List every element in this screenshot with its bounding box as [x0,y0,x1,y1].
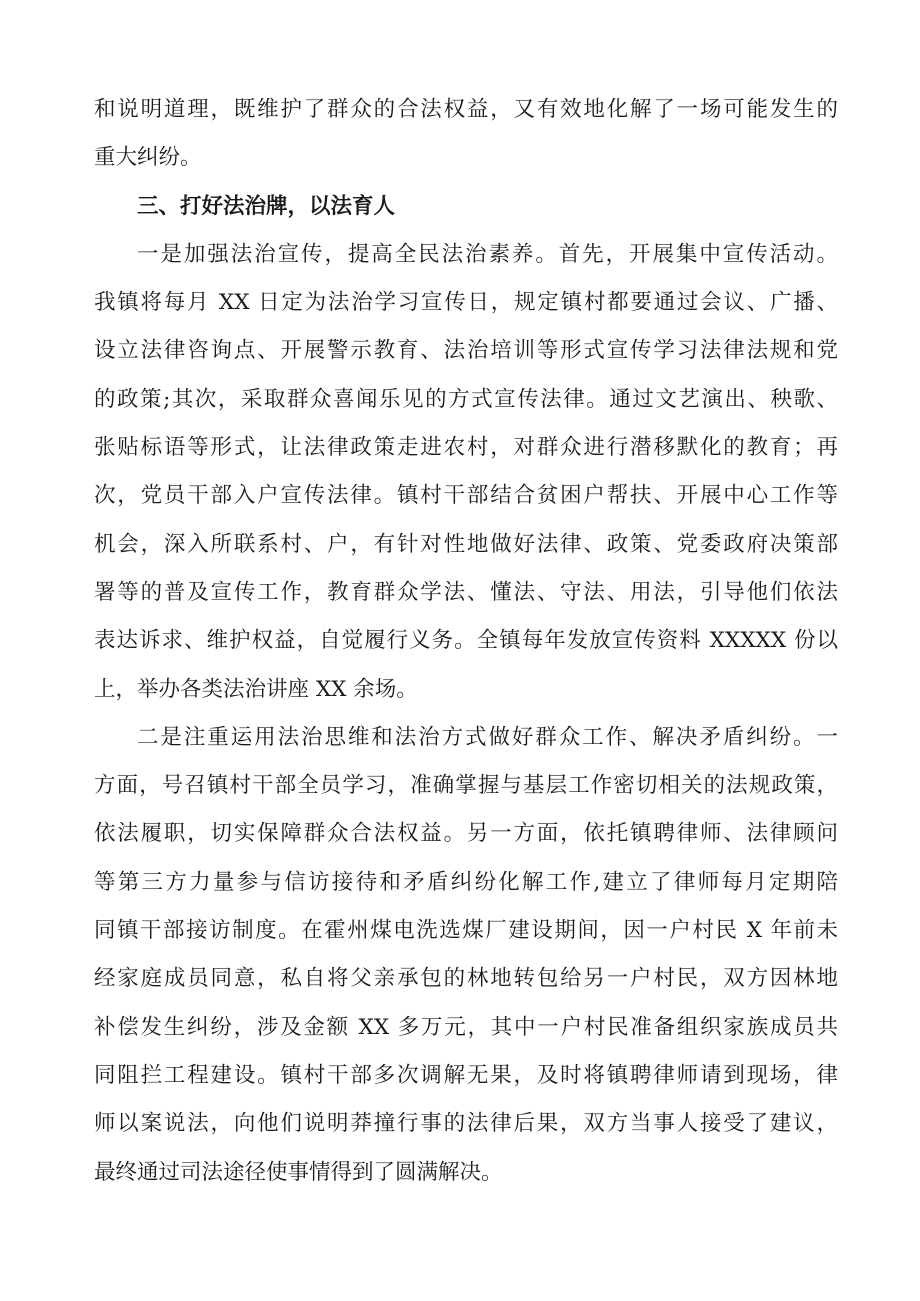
paragraph-1-line-3: 设立法律咨询点、开展警示教育、法治培训等形式宣传学习法律法规和党 [94,338,838,364]
paragraph-2-line-4: 等第三方力量参与信访接待和矛盾纠纷化解工作,建立了律师每月定期陪 [94,869,838,895]
paragraph-1-line-1: 一是加强法治宣传，提高全民法治素养。首先，开展集中宣传活动。 [137,241,838,267]
intro-line-1: 和说明道理，既维护了群众的合法权益，又有效地化解了一场可能发生的 [94,97,838,122]
paragraph-1-line-6: 次，党员干部入户宣传法律。镇村干部结合贫困户帮扶、开展中心工作等 [94,483,838,509]
paragraph-2-line-5: 同镇干部接访制度。在霍州煤电洗选煤厂建设期间，因一户村民 X 年前未 [94,918,838,944]
paragraph-1-line-10: 上，举办各类法治讲座 XX 余场。 [94,676,418,702]
paragraph-2-line-7: 补偿发生纠纷，涉及金额 XX 多万元，其中一户村民准备组织家族成员共 [94,1014,838,1040]
intro-line-2: 重大纠纷。 [94,145,202,171]
paragraph-1-line-2: 我镇将每月 XX 日定为法治学习宣传日，规定镇村都要通过会议、广播、 [94,290,838,316]
paragraph-1-line-8: 署等的普及宣传工作，教育群众学法、懂法、守法、用法，引导他们依法 [94,579,838,605]
paragraph-1-line-4: 的政策;其次，采取群众喜闻乐见的方式宣传法律。通过文艺演出、秧歌、 [94,386,838,412]
paragraph-2-line-6: 经家庭成员同意，私自将父亲承包的林地转包给另一户村民，双方因林地 [94,966,838,992]
paragraph-dispute-resolution [94,714,838,1197]
section-heading: 三、打好法治牌，以法育人 [137,193,396,219]
paragraph-2-line-2: 方面，号召镇村干部全员学习，准确掌握与基层工作密切相关的法规政策， [94,773,838,799]
paragraph-2-line-1: 二是注重运用法治思维和法治方式做好群众工作、解决矛盾纠纷。一 [137,724,838,750]
paragraph-2-line-10: 最终通过司法途径使事情得到了圆满解决。 [94,1159,503,1185]
paragraph-1-line-7: 机会，深入所联系村、户，有针对性地做好法律、政策、党委政府决策部 [94,531,838,557]
paragraph-2-line-9: 师以案说法，向他们说明莽撞行事的法律后果，双方当事人接受了建议， [94,1111,838,1137]
paragraph-2-line-8: 同阻拦工程建设。镇村干部多次调解无果，及时将镇聘律师请到现场，律 [94,1062,838,1088]
paragraph-1-line-5: 张贴标语等形式，让法律政策走进农村，对群众进行潜移默化的教育；再 [94,435,838,461]
paragraph-legal-publicity [94,231,838,714]
paragraph-2-line-3: 依法履职，切实保障群众合法权益。另一方面，依托镇聘律师、法律顾问 [94,821,838,847]
paragraph-1-line-9: 表达诉求、维护权益，自觉履行义务。全镇每年发放宣传资料 XXXXX 份以 [94,628,838,654]
document-page [94,86,838,1197]
